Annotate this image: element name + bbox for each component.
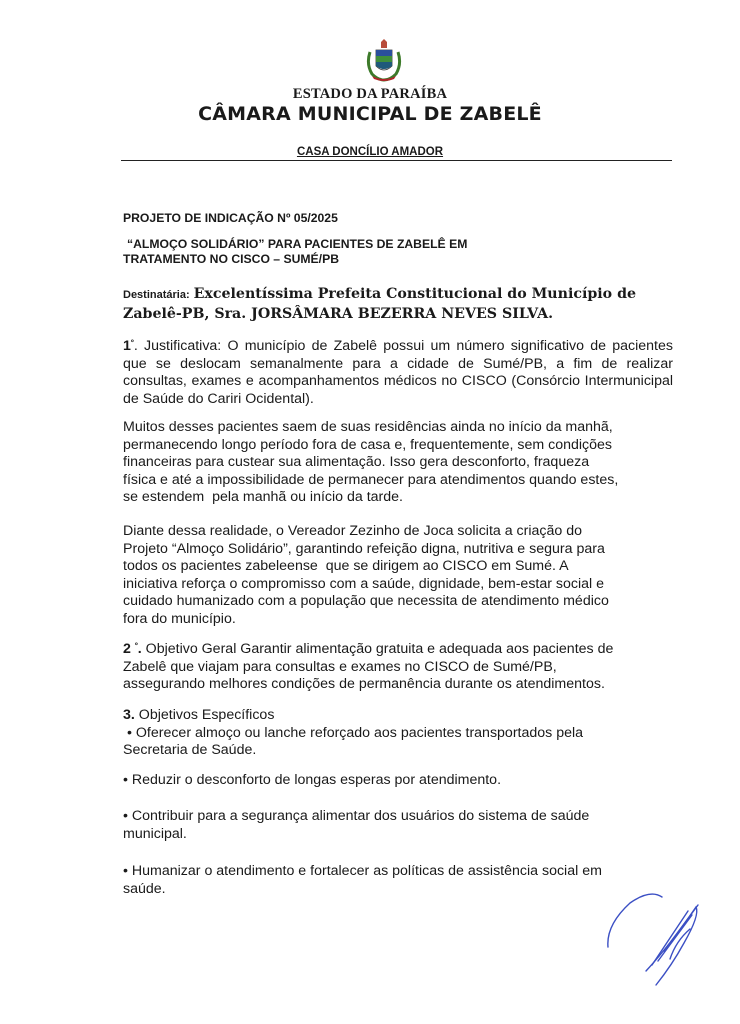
header-divider bbox=[121, 160, 672, 161]
section-text: Objetivo Geral Garantir alimentação gratuita e adequada aos pacientes de bbox=[141, 641, 614, 657]
text-line bbox=[123, 637, 683, 659]
section-heading bbox=[123, 707, 683, 725]
title-line: “ALMOÇO SOLIDÁRIO” PARA PACIENTES DE ZABELÊ EM bbox=[127, 237, 468, 251]
text-line: fora do município. bbox=[123, 610, 236, 627]
bullet-line: Secretaria de Saúde. bbox=[123, 742, 257, 759]
bullet-item bbox=[123, 863, 683, 898]
chamber-name: CÂMARA MUNICIPAL DE ZABELÊ bbox=[198, 103, 542, 125]
text-line: cuidado humanizado com a população que necessita de atendimento médico bbox=[123, 593, 609, 610]
bullet-line: saúde. bbox=[123, 880, 166, 897]
text-line: financeiras para custear sua alimentação. Isso gera desconforto, fraqueza bbox=[123, 454, 590, 471]
bullet-line: • Oferecer almoço ou lanche reforçado aos pacientes transportados pela bbox=[123, 724, 584, 741]
section-specific-objectives bbox=[123, 707, 683, 760]
section-number: 1 bbox=[123, 338, 131, 354]
text-line: se estendem pela manhã ou início da tarde. bbox=[123, 489, 403, 506]
coat-of-arms-icon bbox=[366, 38, 402, 82]
recipient bbox=[123, 285, 683, 324]
section-number: 2 bbox=[123, 641, 131, 657]
state-name: ESTADO DA PARAÍBA bbox=[292, 86, 448, 102]
project-title bbox=[123, 237, 543, 267]
bullet-item bbox=[123, 808, 683, 843]
section-dot: . bbox=[137, 641, 142, 657]
bullet-line: • Contribuir para a segurança alimentar dos usuários do sistema de saúde bbox=[123, 808, 590, 824]
bullet-line: municipal. bbox=[123, 825, 187, 842]
text-line: todos os pacientes zabeleense que se dirigem ao CISCO em Sumé. A bbox=[123, 558, 569, 575]
text-line: física e até a impossibilidade de permanecer para atendimentos quando estes, bbox=[123, 471, 619, 488]
text-line: iniciativa reforça o compromisso com a saúde, dignidade, bem-estar social e bbox=[123, 575, 605, 592]
section-title: Objetivos Específicos bbox=[134, 707, 275, 723]
text-line: Zabelê que viajam para consultas e exames no CISCO de Sumé/PB, bbox=[123, 658, 557, 675]
ordinal-mark: º bbox=[134, 641, 138, 650]
section-general-objective bbox=[123, 637, 683, 694]
text-line: permanecendo longo período fora de casa e, frequentemente, sem condições bbox=[123, 436, 612, 453]
signature-icon bbox=[600, 885, 710, 990]
section-number: 3. bbox=[123, 707, 135, 723]
text-line: Projeto “Almoço Solidário”, garantindo refeição digna, nutritiva e segura para bbox=[123, 540, 605, 557]
house-name: CASA DONCÍLIO AMADOR bbox=[296, 146, 444, 158]
bullet-item: • Reduzir o desconforto de longas esperas por atendimento. bbox=[123, 772, 502, 788]
text-line: assegurando melhores condições de permanência durante os atendimentos. bbox=[123, 676, 605, 693]
recipient-value: Excelentíssima Prefeita Constitucional do Município de Zabelê-PB, Sra. JORSÂMARA BEZERRA NEVES SILVA. bbox=[123, 286, 637, 322]
section-justification bbox=[123, 334, 673, 408]
paragraph-context bbox=[123, 419, 683, 507]
bullet-line: • Humanizar o atendimento e fortalecer as políticas de assistência social em bbox=[123, 863, 602, 879]
text-line: Muitos desses pacientes saem de suas residências ainda no início da manhã, bbox=[123, 419, 613, 435]
text-line: Diante dessa realidade, o Vereador Zezinho de Joca solicita a criação do bbox=[123, 523, 583, 539]
recipient-label: Destinatária: bbox=[123, 289, 190, 301]
title-line: TRATAMENTO NO CISCO – SUMÉ/PB bbox=[123, 252, 339, 266]
paragraph-request bbox=[123, 523, 683, 629]
section-text: . Justificativa: O município de Zabelê possui um número significativo de pacientes que se deslocam semanalmente para a cidade de Sumé/PB, a fim de realizar consultas, exames e acompanhamentos médicos no CISCO (Consórcio Intermunicipal de Saúde do Cariri Ocidental). bbox=[123, 338, 673, 407]
ordinal-mark: º bbox=[130, 338, 134, 347]
project-number: PROJETO DE INDICAÇÃO Nº 05/2025 bbox=[123, 211, 338, 225]
